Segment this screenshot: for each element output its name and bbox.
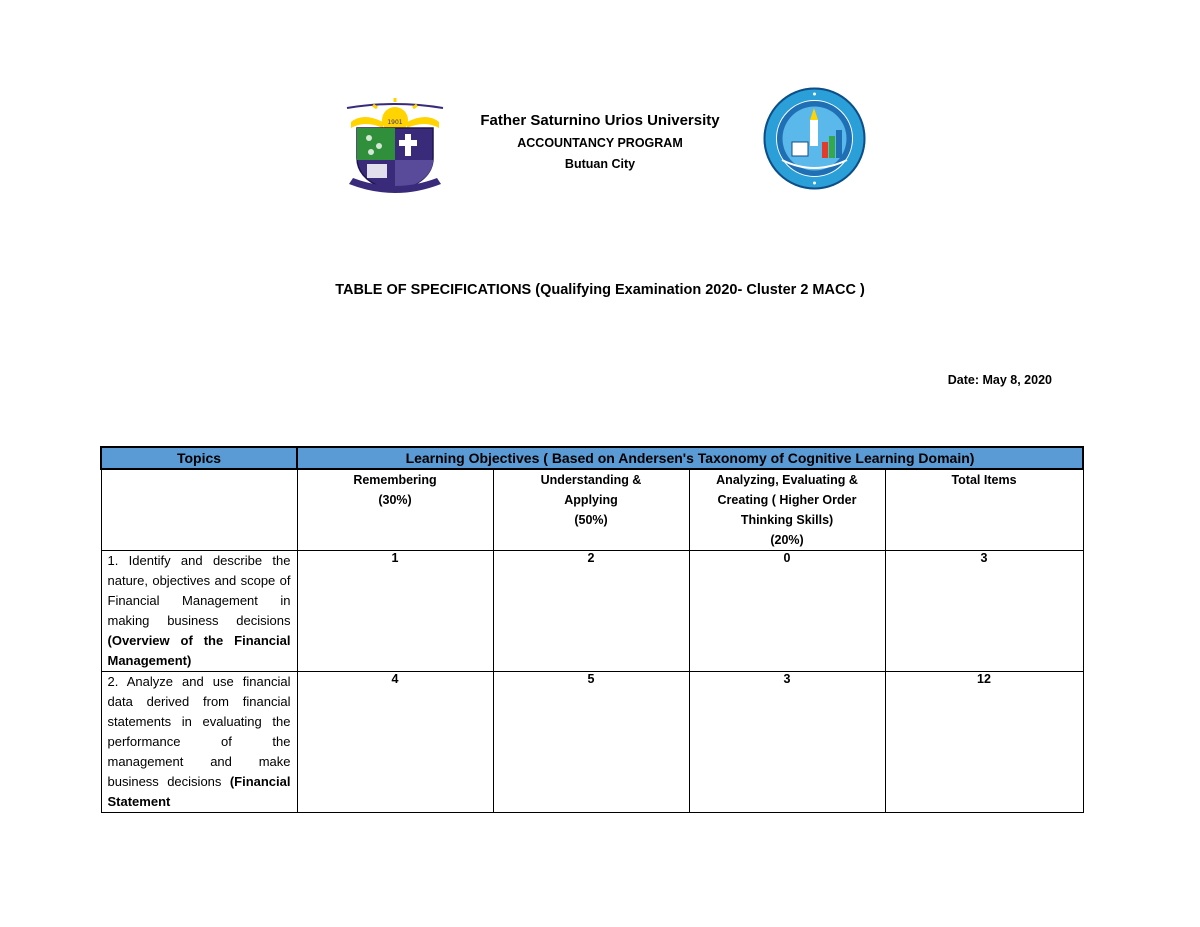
remembering-value: 1 — [297, 551, 493, 672]
table-header-row — [101, 447, 1083, 469]
total-items-header: Total Items — [885, 469, 1083, 551]
seal-year: 1901 — [387, 119, 403, 126]
topics-header: Topics — [101, 447, 297, 469]
higher-order-value: 3 — [689, 672, 885, 813]
table-row — [101, 551, 1083, 672]
total-items-value: 12 — [885, 672, 1083, 813]
understanding-applying-header: Understanding & Applying (50%) — [493, 469, 689, 551]
program-name: ACCOUNTANCY PROGRAM — [517, 136, 683, 150]
higher-order-value: 0 — [689, 551, 885, 672]
city-name: Butuan City — [564, 157, 636, 171]
document-date: Date: May 8, 2020 — [947, 373, 1052, 387]
accountancy-program-logo — [762, 86, 867, 191]
understanding-value: 5 — [493, 672, 689, 813]
topic-cell: 1. Identify and describe the nature, objectives and scope of Financial Management in making business decisions (Overview of the Financial Management) — [101, 551, 297, 672]
higher-order-header: Analyzing, Evaluating & Creating ( Higher Order Thinking Skills) (20%) — [689, 469, 885, 551]
learning-objectives-header: Learning Objectives ( Based on Andersen's Taxonomy of Cognitive Learning Domain) — [297, 447, 1083, 469]
remembering-header: Remembering (30%) — [297, 469, 493, 551]
topic-cell: 2. Analyze and use financial data derived from financial statements in evaluating the performance of the management and make business decisions (Financial Statement — [101, 672, 297, 813]
specifications-table — [100, 446, 1084, 813]
remembering-value: 4 — [297, 672, 493, 813]
understanding-value: 2 — [493, 551, 689, 672]
university-name: Father Saturnino Urios University — [480, 112, 720, 129]
table-subheader-row — [101, 469, 1083, 551]
document-title: TABLE OF SPECIFICATIONS (Qualifying Examination 2020- Cluster 2 MACC ) — [335, 282, 865, 298]
table-row — [101, 672, 1083, 813]
empty-subheader-cell — [101, 469, 297, 551]
total-items-value: 3 — [885, 551, 1083, 672]
